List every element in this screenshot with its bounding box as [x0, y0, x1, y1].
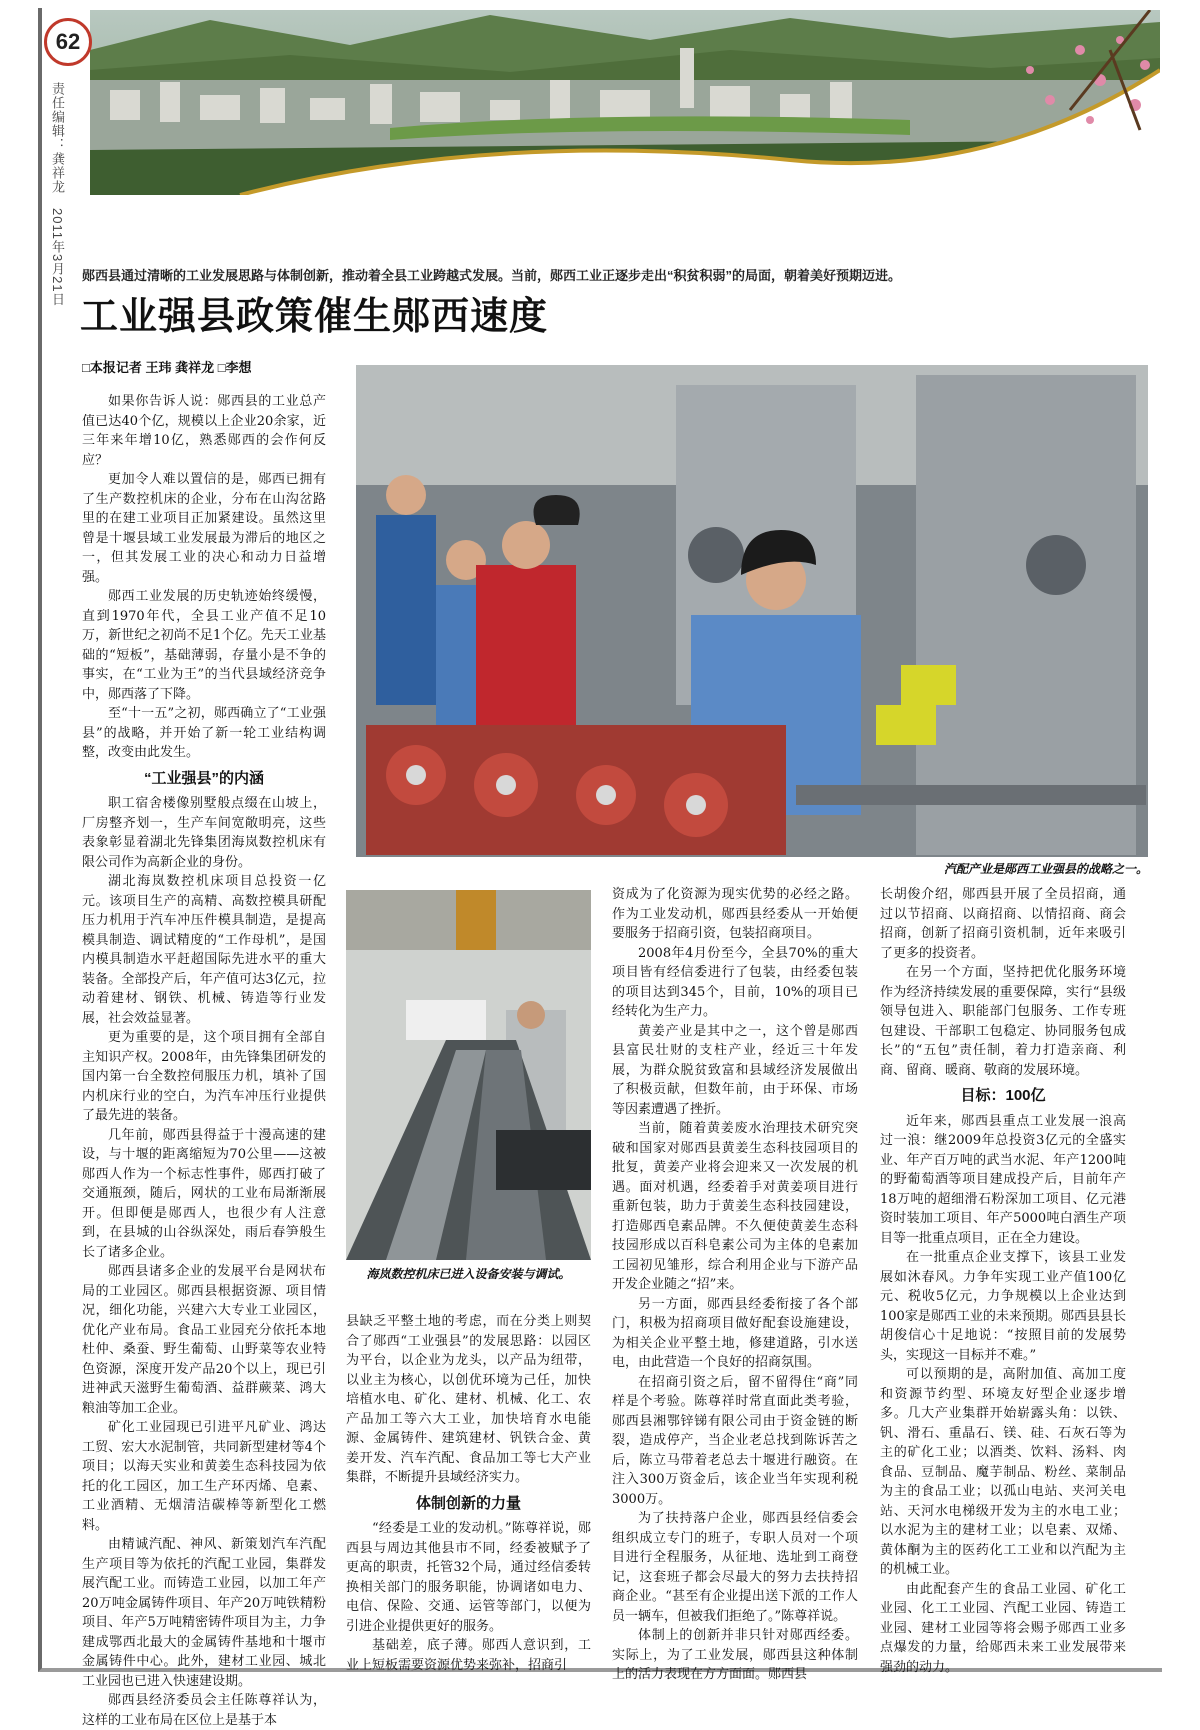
paragraph: 资成为了化资源为现实优势的必经之路。作为工业发动机，郧西县经委从一开始便要服务于招商引资，包装招商项目。 [612, 887, 858, 941]
issue-date: 2011年3月21日 [50, 208, 65, 307]
paragraph: 至“十一五”之初，郧西确立了“工业强县”的战略，并开始了新一轮工业结构调整，改变由此发生。 [82, 706, 326, 760]
editor-date-label [48, 82, 67, 307]
column-4 [880, 885, 1126, 1677]
paragraph: 县缺乏平整土地的考虑，而在分类上则契合了郧西“工业强县”的发展思路：以园区为平台，以企业为龙头，以产品为纽带，以业主为核心，以创优环境为己任，加快培植水电、矿化、建材、机械、化工、农产品加工等六大工业，加快培育水电能源、金属铸件、建筑建材、钒铁合金、黄姜开发、汽车汽配、食品加工等七大产业集群，不断提升县域经济实力。 [346, 1314, 591, 1485]
paragraph: 另一方面，郧西县经委衔接了各个部门，积极为招商项目做好配套设施建设，为相关企业平整土地，修建道路，引水送电，由此营造一个良好的招商氛围。 [612, 1296, 858, 1370]
paragraph: 郧西县诸多企业的发展平台是网状布局的工业园区。郧西县根据资源、项目情况，细化功能，兴建六大专业工业园区，优化产业布局。食品工业园充分依托本地杜仲、桑蚕、野生葡萄、山野菜等农业特色资源，深度开发产品20个以上，现已引进神武天滋野生葡萄酒、益群蕨菜、鸿大粮油等加工企业。 [82, 1264, 326, 1416]
lead-paragraph: 郧西县通过清晰的工业发展思路与体制创新，推动着全县工业跨越式发展。当前，郧西工业正逐步走出“积贫积弱”的局面，朝着美好预期迈进。 [82, 268, 902, 283]
photo1-caption: 汽配产业是郧西工业强县的战略之一。 [943, 862, 1148, 876]
paragraph: 矿化工业园现已引进平凡矿业、鸿达工贸、宏大水泥制管，共同新型建材等4个项目；以海天实业和黄姜生态科技园为依托的化工园区，加工生产环丙烯、皂素、工业酒精、无烟清洁碳棒等新型化工燃料。 [82, 1420, 326, 1533]
photo-factory-workers [356, 365, 1148, 857]
section-heading-inner-meaning: “工业强县”的内涵 [143, 769, 264, 787]
paragraph: 近年来，郧西县重点工业发展一浪高过一浪：继2009年总投资3亿元的全盛实业、年产百万吨的武当水泥、年产1200吨的野葡萄酒等项目建成投产后，目前年产18万吨的超细滑石粉深加工项目、亿元港资时装加工项目、年产5000吨白酒生产项目等一批重点项目，正在全力建设。 [880, 1113, 1126, 1246]
paragraph: 长胡俊介绍，郧西县开展了全员招商，通过以节招商、以商招商、以情招商、商会招商，创新了招商引资机制，近年来吸引了更多的投资者。 [880, 887, 1126, 961]
paragraph: 当前，随着黄姜废水治理技术研究突破和国家对郧西县黄姜生态科技园项目的批复，黄姜产业将会迎来又一次发展的机遇。面对机遇，经委着手对黄姜项目进行重新包装，助力于黄姜生态科技园建设，打造郧西皂素品牌。不久便使黄姜生态科技园形成以百科皂素公司为主体的皂素加工园初见雏形，综合利用企业与下游产品开发企业随之“招”来。 [612, 1121, 858, 1292]
paragraph: 基础差，底子薄。郧西人意识到，工业上短板需要资源优势来弥补，招商引 [346, 1638, 591, 1673]
paragraph: 职工宿舍楼像别墅般点缀在山坡上，厂房整齐划一，生产车间宽敞明亮，这些表象彰显着湖北先锋集团海岚数控机床有限公司作为高新企业的身份。 [82, 796, 326, 870]
column-2 [346, 1312, 591, 1675]
editor-label: 责任编辑：龚祥龙 [50, 82, 65, 194]
paragraph: “经委是工业的发动机。”陈尊祥说，郧西县与周边其他县市不同，经委被赋予了更高的职责，托管32个局，通过经信委转换相关部门的服务职能，协调诸如电力、电信、保险、交通、运管等部门，以便为引进企业提供更好的服务。 [346, 1521, 591, 1634]
paragraph: 更为重要的是，这个项目拥有全部自主知识产权。2008年，由先锋集团研发的国内第一台全数控伺服压力机，填补了国内机床行业的空白，为汽车冲压行业提供了最先进的装备。 [82, 1030, 326, 1123]
banner-landscape-image [90, 10, 1160, 195]
paragraph: 在一批重点企业支撑下，该县工业发展如沐春风。力争年实现工业产值100亿元、税收5亿元，力争规模以上企业达到100家是郧西工业的未来预期。郧西县县长胡俊信心十足地说：“按照目前的发展势头，实现这一目标并不难。” [880, 1250, 1126, 1363]
paragraph: 可以预期的是，高附加值、高加工度和资源节约型、环境友好型企业逐步增多。几大产业集群开始崭露头角：以铁、钒、滑石、重晶石、镁、硅、石灰石等为主的矿化工业；以酒类、饮料、汤料、肉食品、豆制品、魔芋制品、粉丝、菜制品为主的食品工业；以孤山电站、夹河关电站、天河水电梯级开发为主的水电工业；以水泥为主的建材工业；以皂素、双烯、黄体酮为主的医药化工工业和以汽配为主的机械工业。 [880, 1367, 1126, 1577]
paragraph: 几年前，郧西县得益于十漫高速的建设，与十堰的距离缩短为70公里——这被郧西人作为一个标志性事件，郧西打破了交通瓶颈，随后，网状的工业布局渐渐展开。但即便是郧西人，也很少有人注意到，在县城的山谷纵深处，雨后春笋般生长了诸多企业。 [82, 1127, 326, 1260]
paragraph: 郧西县经济委员会主任陈尊祥认为，这样的工业布局在区位上是基于本 [82, 1693, 326, 1728]
photo-cnc-machine [346, 890, 591, 1260]
paragraph: 在招商引资之后，留不留得住“商”同样是个考验。陈尊祥时常直面此类考验，郧西县湘鄂锌锑有限公司由于资金链的断裂，造成停产，当企业老总找到陈诉苦之后，陈立马带着老总去十堰进行融资。在注入300万资金后，该企业当年实现利税3000万。 [612, 1374, 858, 1507]
paragraph: 黄姜产业是其中之一，这个曾是郧西县富民壮财的支柱产业，经近三十年发展，为群众脱贫致富和县域经济发展做出了积极贡献，但数年前，由于环保、市场等因素遭遇了挫折。 [612, 1023, 858, 1117]
paragraph: 在另一个方面，坚持把优化服务环境作为经济持续发展的重要保障，实行“县级领导包进入、职能部门包服务、工作专班包建设、干部职工包稳定、协同服务包成长”的“五包”责任制，着力打造亲商、利商、留商、暖商、敬商的发展环境。 [880, 965, 1126, 1078]
paragraph: 郧西工业发展的历史轨迹始终缓慢，直到1970年代，全县工业产值不足10万，新世纪之初尚不足1个亿。先天工业基础的“短板”，基础薄弱，存量小是不争的事实，在“工业为王”的当代县域经济竞争中，郧西落了下降。 [82, 589, 326, 702]
article-byline: □本报记者 王玮 龚祥龙 □李想 [82, 360, 252, 375]
paragraph: 体制上的创新并非只针对郧西经委。实际上，为了工业发展，郧西县这种体制上的活力表现在方方面面。郧西县 [612, 1628, 858, 1682]
paragraph: 为了扶持落户企业，郧西县经信委会组织成立专门的班子，专职人员对一个项目进行全程服务，从征地、选址到工商登记，这套班子都会尽最大的努力去扶持招商企业。“甚至有企业提出送下派的工作人员一辆车，但被我们拒绝了。”陈尊祥说。 [612, 1511, 858, 1624]
column-3 [612, 885, 858, 1685]
page-number-badge: 62 [44, 18, 92, 66]
paragraph: 2008年4月份至今，全县70%的重大项目皆有经信委进行了包装，由经委包装的项目达到345个，目前，10%的项目已经转化为生产力。 [612, 945, 858, 1019]
article-headline: 工业强县政策催生郧西速度 [80, 293, 549, 338]
section-heading-target: 目标：100亿 [960, 1087, 1046, 1104]
paragraph: 如果你告诉人说：郧西县的工业总产值已达40个亿，规模以上企业20余家，近三年来年增10亿，熟悉郧西的会作何反应？ [82, 394, 326, 468]
paragraph: 湖北海岚数控机床项目总投资一亿元。该项目生产的高精、高数控模具研配压力机用于汽车冲压件模具制造，是提高模具制造、调试精度的“工作母机”，是国内模具制造水平赶超国际先进水平的重大装备。全部投产后，年产值可达3亿元，拉动着建材、钢铁、机械、铸造等行业发展，社会效益显著。 [82, 874, 326, 1026]
paragraph: 由此配套产生的食品工业园、矿化工业园、化工工业园、汽配工业园、铸造工业园、建材工业园等将会赐予郧西工业多点爆发的力量，给郧西未来工业发展带来强劲的动力。 [880, 1581, 1126, 1675]
section-heading-institutional-innovation: 体制创新的力量 [415, 1494, 521, 1512]
column-1 [82, 392, 326, 1730]
paragraph: 更加令人难以置信的是，郧西已拥有了生产数控机床的企业，分布在山沟岔路里的在建工业项目正加紧建设。虽然这里曾是十堰县域工业发展最为滞后的地区之一，但其发展工业的决心和动力日益增强。 [82, 472, 326, 585]
paragraph: 由精诚汽配、神风、新策划汽车汽配生产项目等为依托的汽配工业园，集群发展汽配工业。而铸造工业园，以加工年产20万吨金属铸件项目、年产20万吨铁精粉项目、年产5万吨精密铸件项目为主，力争建成鄂西北最大的金属铸件基地和十堰市金属铸件中心。此外，建材工业园、城北工业园也已进入快速建设期。 [82, 1537, 326, 1689]
column-1-intro [82, 392, 326, 763]
photo2-caption: 海岚数控机床已进入设备安装与调试。 [366, 1267, 571, 1281]
